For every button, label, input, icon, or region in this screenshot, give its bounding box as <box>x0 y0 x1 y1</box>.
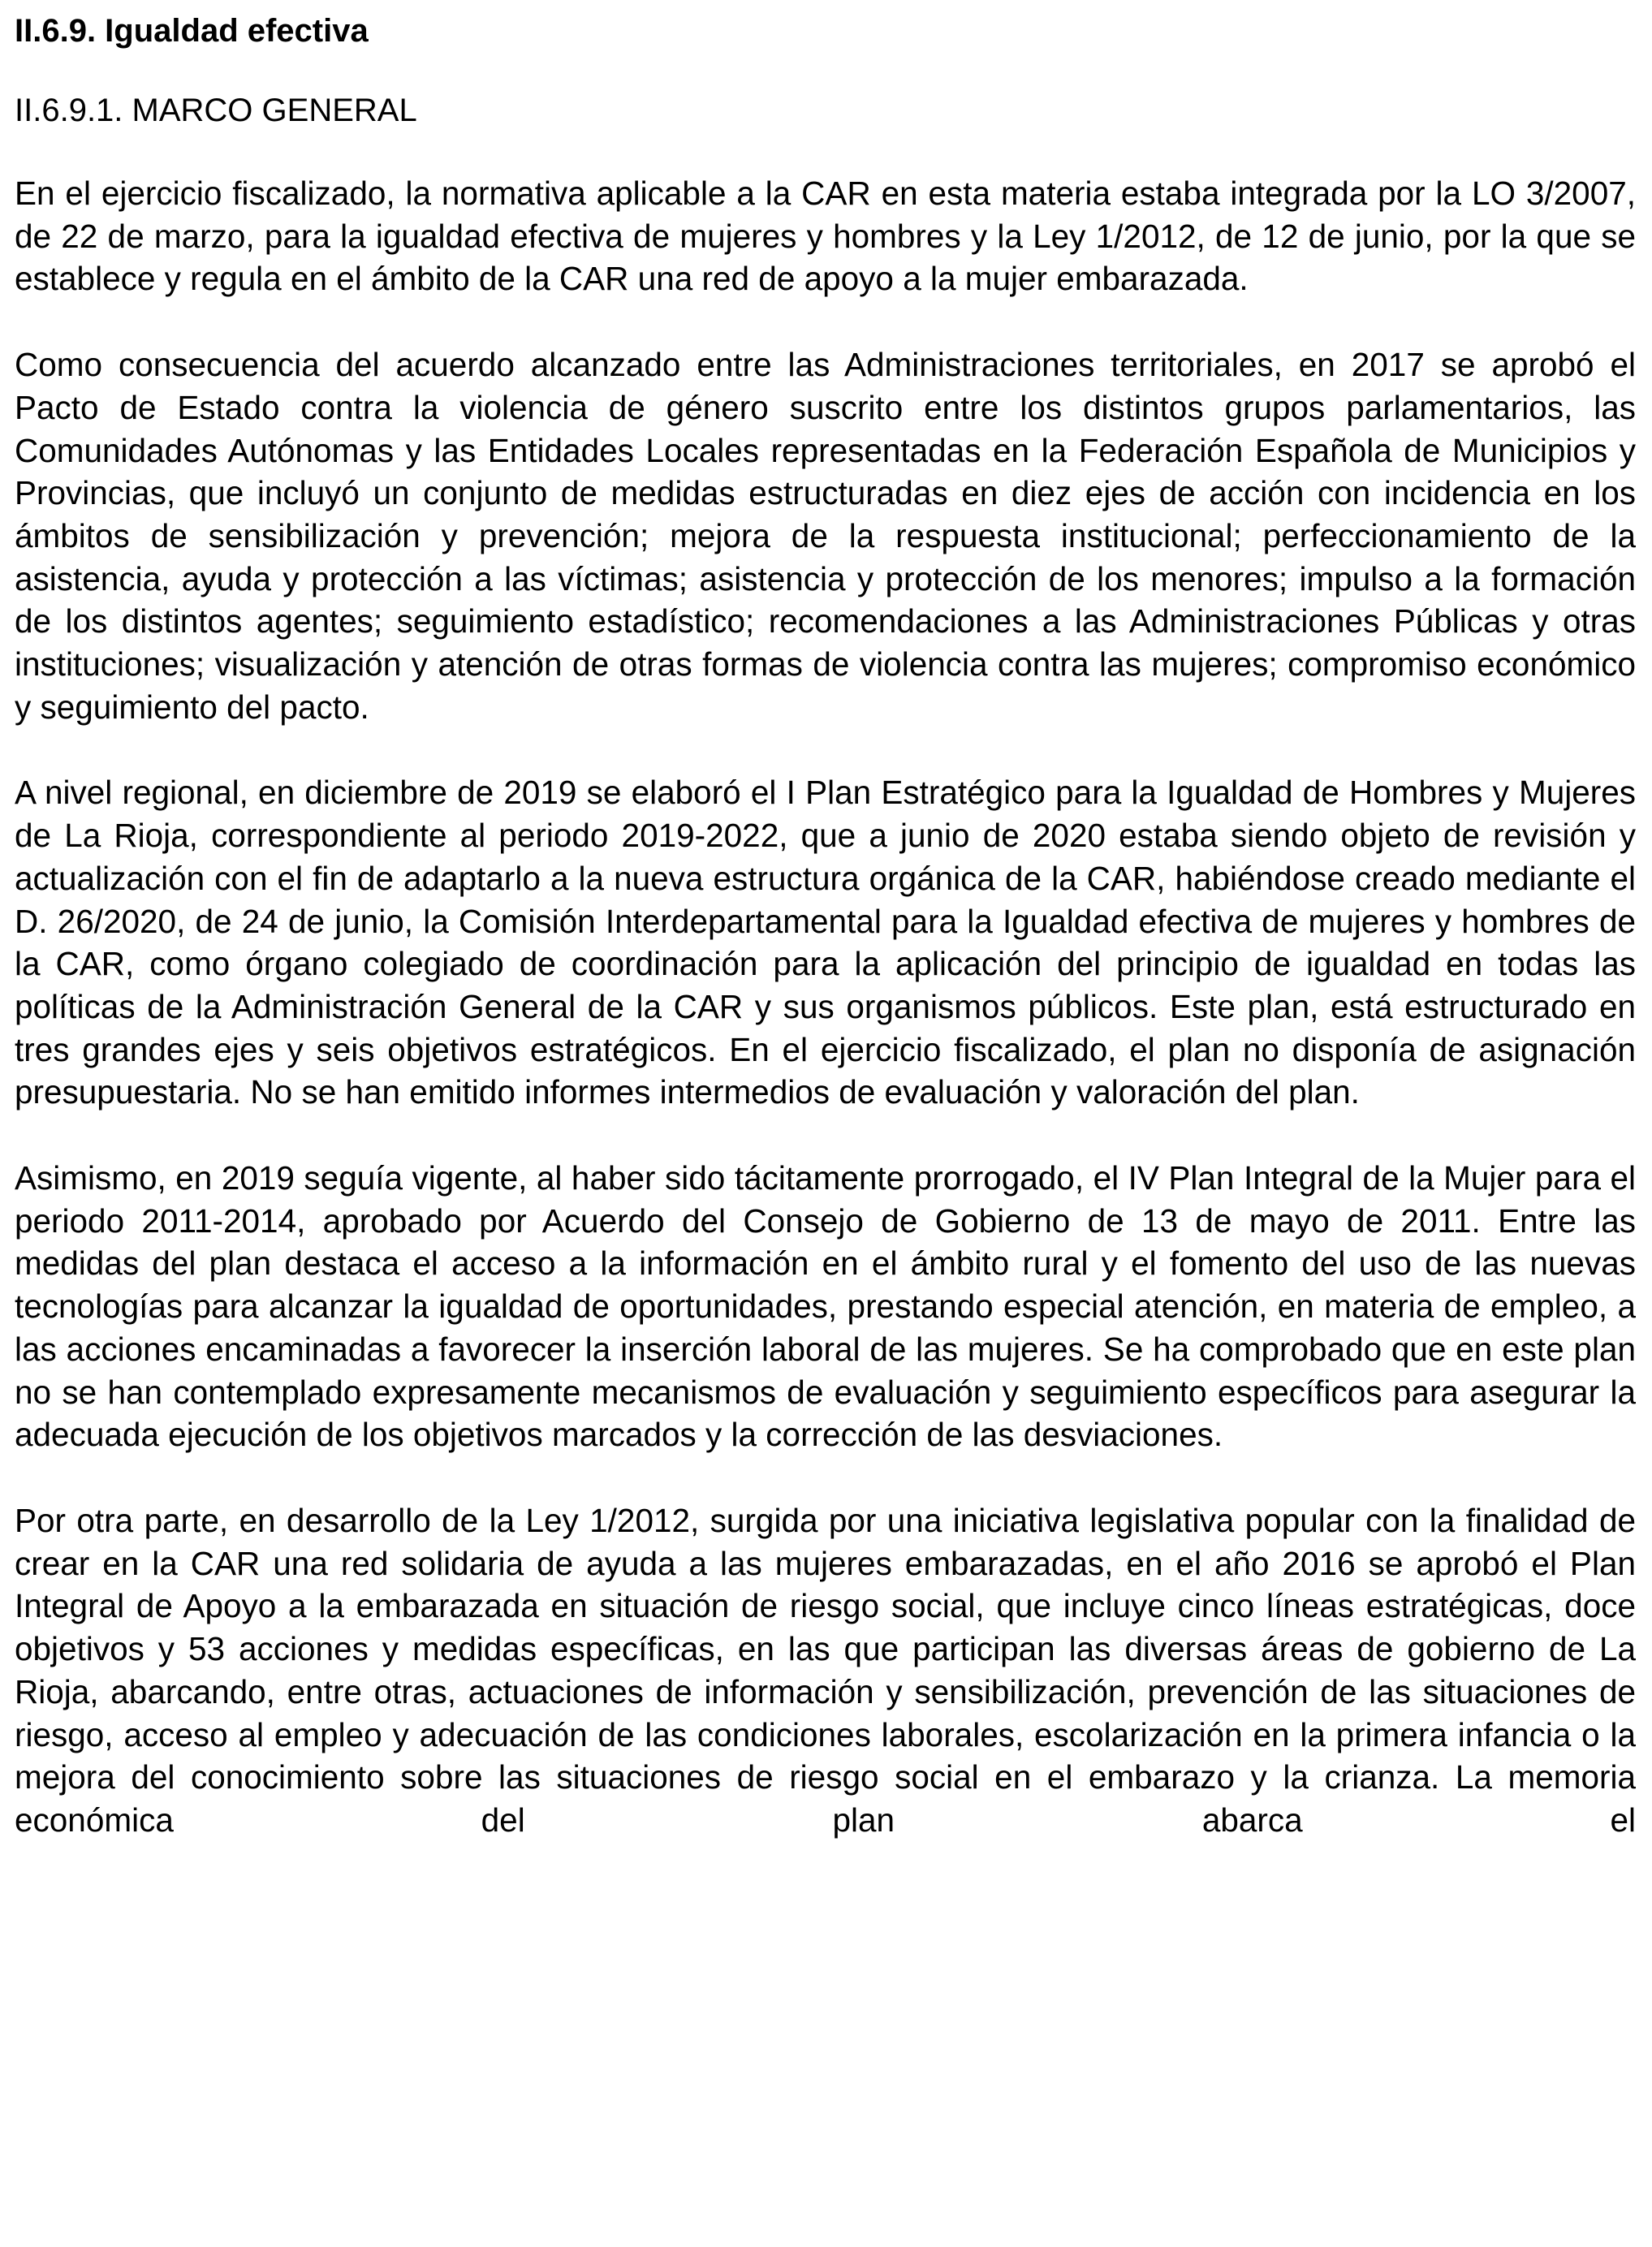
paragraph-plan-apoyo-embarazada: Por otra parte, en desarrollo de la Ley 1/2012, surgida por una iniciativa legislativa popular con la finalidad de crear en la CAR una red solidaria de ayuda a las mujeres embarazadas, en el año 2016 se aprobó el Plan Integral de Apoyo a la embarazada en situación de riesgo social, que incluye cinco líneas estratégicas, doce objetivos y 53 acciones y medidas específicas, en las que participan las diversas áreas de gobierno de La Rioja, abarcando, entre otras, actuaciones de información y sensibilización, prevención de las situaciones de riesgo, acceso al empleo y adecuación de las condiciones laborales, escolarización en la primera infancia o la mejora del conocimiento sobre las situaciones de riesgo social en el embarazo y la crianza. La memoria económica del plan abarca el <box>15 1501 1636 1839</box>
paragraph-plan-estrategico: A nivel regional, en diciembre de 2019 se elaboró el I Plan Estratégico para la Igualdad de Hombres y Mujeres de La Rioja, correspondiente al periodo 2019-2022, que a junio de 2020 estaba siendo objeto de revisión y actualización con el fin de adaptarlo a la nueva estructura orgánica de la CAR, habiéndose creado mediante el D. 26/2020, de 24 de junio, la Comisión Interdepartamental para la Igualdad efectiva de mujeres y hombres de la CAR, como órgano colegiado de coordinación para la aplicación del principio de igualdad en todas las políticas de la Administración General de la CAR y sus organismos públicos. Este plan, está estructurado en tres grandes ejes y seis objetivos estratégicos. En el ejercicio fiscalizado, el plan no disponía de asignación presupuestaria. No se han emitido informes intermedios de evaluación y valoración del plan. <box>15 774 1636 1111</box>
section-heading: II.6.9. Igualdad efectiva <box>15 13 369 49</box>
paragraph-normativa: En el ejercicio fiscalizado, la normativa aplicable a la CAR en esta materia estaba integrada por la LO 3/2007, de 22 de marzo, para la igualdad efectiva de mujeres y hombres y la Ley 1/2012, de 12 de junio, por la que se establece y regula en el ámbito de la CAR una red de apoyo a la mujer embarazada. <box>15 175 1636 298</box>
document-page <box>15 6 1636 1842</box>
paragraph-plan-integral-mujer: Asimismo, en 2019 seguía vigente, al haber sido tácitamente prorrogado, el IV Plan Integral de la Mujer para el periodo 2011-2014, aprobado por Acuerdo del Consejo de Gobierno de 13 de mayo de 2011. Entre las medidas del plan destaca el acceso a la información en el ámbito rural y el fomento del uso de las nuevas tecnologías para alcanzar la igualdad de oportunidades, prestando especial atención, en materia de empleo, a las acciones encaminadas a favorecer la inserción laboral de las mujeres. Se ha comprobado que en este plan no se han contemplado expresamente mecanismos de evaluación y seguimiento específicos para asegurar la adecuada ejecución de los objetivos marcados y la corrección de las desviaciones. <box>15 1159 1636 1454</box>
paragraph-pacto-estado: Como consecuencia del acuerdo alcanzado entre las Administraciones territoriales, en 2017 se aprobó el Pacto de Estado contra la violencia de género suscrito entre los distintos grupos parlamentarios, las Comunidades Autónomas y las Entidades Locales representadas en la Federación Española de Municipios y Provincias, que incluyó un conjunto de medidas estructuradas en diez ejes de acción con incidencia en los ámbitos de sensibilización y prevención; mejora de la respuesta institucional; perfeccionamiento de la asistencia, ayuda y protección a las víctimas; asistencia y protección de los menores; impulso a la formación de los distintos agentes; seguimiento estadístico; recomendaciones a las Administraciones Públicas y otras instituciones; visualización y atención de otras formas de violencia contra las mujeres; compromiso económico y seguimiento del pacto. <box>15 346 1636 726</box>
section-subheading: II.6.9.1. MARCO GENERAL <box>15 93 417 128</box>
